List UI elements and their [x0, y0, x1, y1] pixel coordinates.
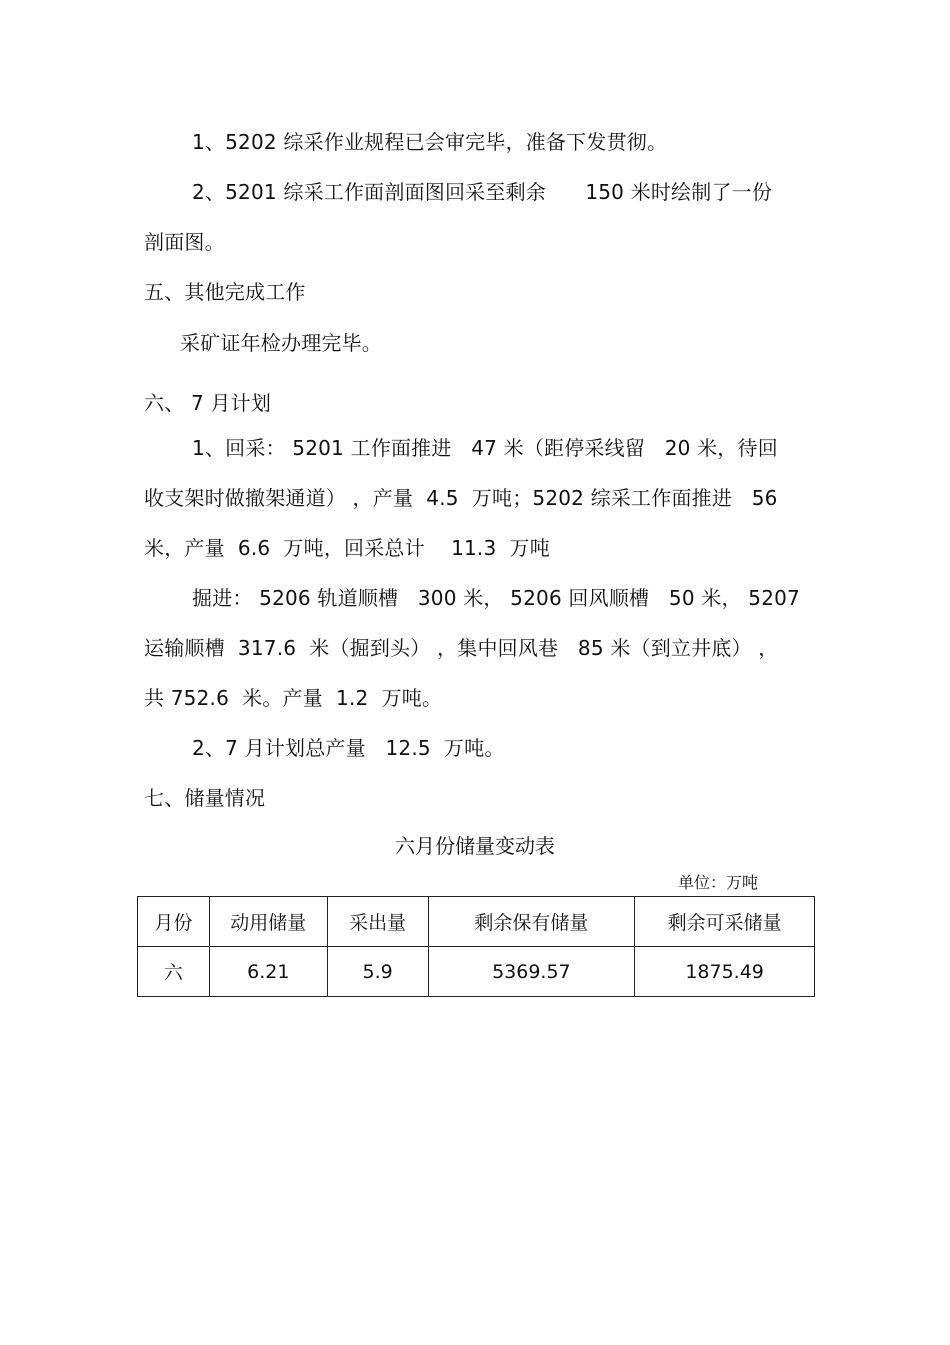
header-output: 采出量 — [327, 897, 428, 947]
cell-remaining-reserve: 5369.57 — [428, 947, 635, 997]
header-used-reserve: 动用储量 — [209, 897, 327, 947]
paragraph-2: 2、5201 综采工作面剖面图回采至剩余 150 米时绘制了一份 — [192, 180, 773, 204]
table-header-row — [138, 897, 815, 947]
paragraph-5: 掘进： 5206 轨道顺槽 300 米， 5206 回风顺槽 50 米， 5207 — [192, 586, 800, 610]
header-remaining-reserve: 剩余保有储量 — [428, 897, 635, 947]
paragraph-6: 2、7 月计划总产量 12.5 万吨。 — [192, 736, 505, 760]
cell-month: 六 — [138, 947, 210, 997]
table-title: 六月份储量变动表 — [395, 834, 555, 858]
paragraph-3: 采矿证年检办理完毕。 — [180, 331, 382, 355]
paragraph-4: 1、回采： 5201 工作面推进 47 米（距停采线留 20 米，待回 — [192, 436, 778, 460]
header-remaining-minable: 剩余可采储量 — [635, 897, 815, 947]
section-heading-6: 六、 7 月计划 — [144, 391, 272, 415]
paragraph-5-cont-1: 运输顺槽 317.6 米（掘到头） ，集中回风巷 85 米（到立井底） ， — [144, 636, 779, 660]
table-row — [138, 947, 815, 997]
reserve-table — [137, 896, 815, 997]
table-unit: 单位：万吨 — [678, 873, 759, 892]
header-month: 月份 — [138, 897, 210, 947]
paragraph-4-cont-1: 收支架时做撤架通道） ，产量 4.5 万吨；5202 综采工作面推进 56 — [144, 486, 778, 510]
cell-used-reserve: 6.21 — [209, 947, 327, 997]
section-heading-7: 七、储量情况 — [144, 786, 266, 810]
cell-output: 5.9 — [327, 947, 428, 997]
paragraph-5-cont-2: 共 752.6 米。产量 1.2 万吨。 — [144, 686, 443, 710]
section-heading-5: 五、其他完成工作 — [144, 280, 306, 304]
paragraph-1: 1、5202 综采作业规程已会审完毕，准备下发贯彻。 — [192, 130, 668, 154]
paragraph-2-cont: 剖面图。 — [144, 230, 225, 254]
cell-remaining-minable: 1875.49 — [635, 947, 815, 997]
paragraph-4-cont-2: 米，产量 6.6 万吨，回采总计 11.3 万吨 — [144, 536, 550, 560]
